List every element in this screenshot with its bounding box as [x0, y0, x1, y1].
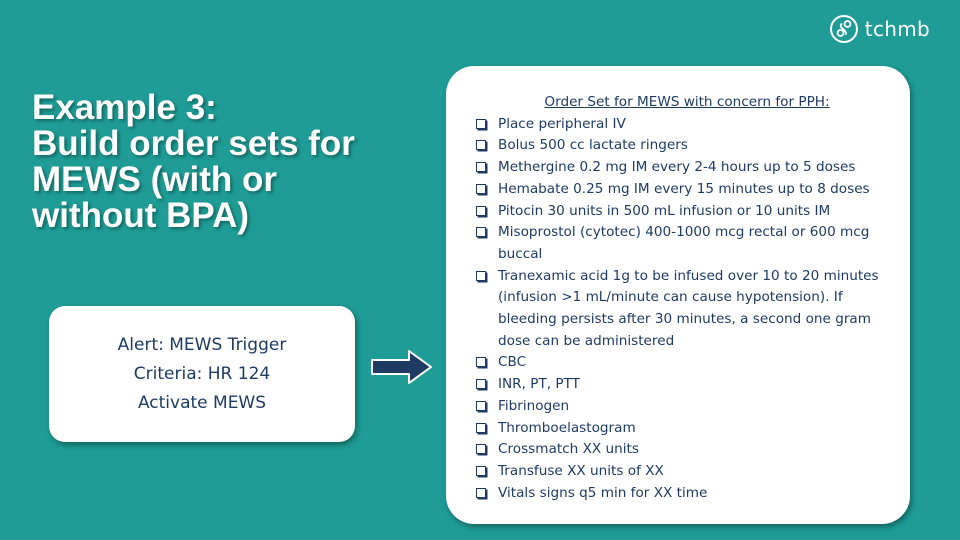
order-item: [476, 266, 904, 353]
order-item: [476, 114, 904, 136]
brand-logo: [829, 14, 930, 44]
order-item: [476, 418, 904, 440]
order-item-text: Vitals signs q5 min for XX time: [498, 484, 708, 501]
order-item: [476, 374, 904, 396]
order-item-text: INR, PT, PTT: [498, 376, 580, 393]
checkbox-icon: [476, 444, 486, 454]
checkbox-icon: [476, 466, 486, 476]
order-set-list: [476, 114, 904, 505]
checkbox-icon: [476, 357, 486, 367]
order-item-text: Hemabate 0.25 mg IM every 15 minutes up to 8 doses: [498, 180, 870, 197]
checkbox-icon: [476, 162, 486, 172]
checkbox-icon: [476, 119, 486, 129]
order-item-text: Transfuse XX units of XX: [498, 462, 664, 479]
alert-line: Alert: MEWS Trigger: [117, 334, 287, 355]
brand-name: tchmb: [864, 17, 930, 41]
checkbox-icon: [476, 271, 486, 281]
title-line: Build order sets for: [32, 124, 355, 163]
order-item-text: Thromboelastogram: [498, 419, 636, 436]
order-item: [476, 135, 904, 157]
order-item-text: Crossmatch XX units: [498, 441, 639, 458]
checkbox-icon: [476, 227, 486, 237]
order-item-text: Place peripheral IV: [498, 115, 626, 132]
order-item: [476, 461, 904, 483]
order-item-text: Bolus 500 cc lactate ringers: [498, 137, 688, 154]
right-arrow-icon: [371, 349, 433, 385]
checkbox-icon: [476, 140, 486, 150]
checkbox-icon: [476, 206, 486, 216]
checkbox-icon: [476, 488, 486, 498]
alert-line: Activate MEWS: [137, 392, 267, 413]
order-item: [476, 179, 904, 201]
order-set-panel: [446, 66, 910, 524]
alert-line: Criteria: HR 124: [133, 363, 271, 384]
order-item: [476, 483, 904, 505]
order-item: [476, 157, 904, 179]
order-item-text: Misoprostol (cytotec) 400-1000 mcg rectal or 600 mcg buccal: [498, 224, 870, 262]
people-circle-icon: [829, 14, 859, 44]
slide-title: [32, 90, 422, 234]
order-item-text: CBC: [498, 354, 527, 371]
title-line: Example 3:: [32, 88, 217, 127]
checkbox-icon: [476, 423, 486, 433]
order-item-text: Fibrinogen: [498, 397, 570, 414]
checkbox-icon: [476, 184, 486, 194]
order-item: [476, 439, 904, 461]
order-item: [476, 396, 904, 418]
checkbox-icon: [476, 379, 486, 389]
order-item: [476, 222, 904, 265]
order-item-text: Tranexamic acid 1g to be infused over 10 to 20 minutes (infusion >1 mL/minute can cause hypotension). If bleeding persists after 30 minutes, a second one gram dose can be administered: [498, 267, 879, 349]
title-line: without BPA): [32, 196, 250, 235]
order-item: [476, 352, 904, 374]
checkbox-icon: [476, 401, 486, 411]
title-line: MEWS (with or: [32, 160, 277, 199]
order-set-title: Order Set for MEWS with concern for PPH:: [544, 94, 830, 110]
order-item-text: Pitocin 30 units in 500 mL infusion or 10 units IM: [498, 202, 831, 219]
alert-callout: [49, 306, 355, 442]
order-item-text: Methergine 0.2 mg IM every 2-4 hours up to 5 doses: [498, 159, 856, 176]
order-item: [476, 201, 904, 223]
